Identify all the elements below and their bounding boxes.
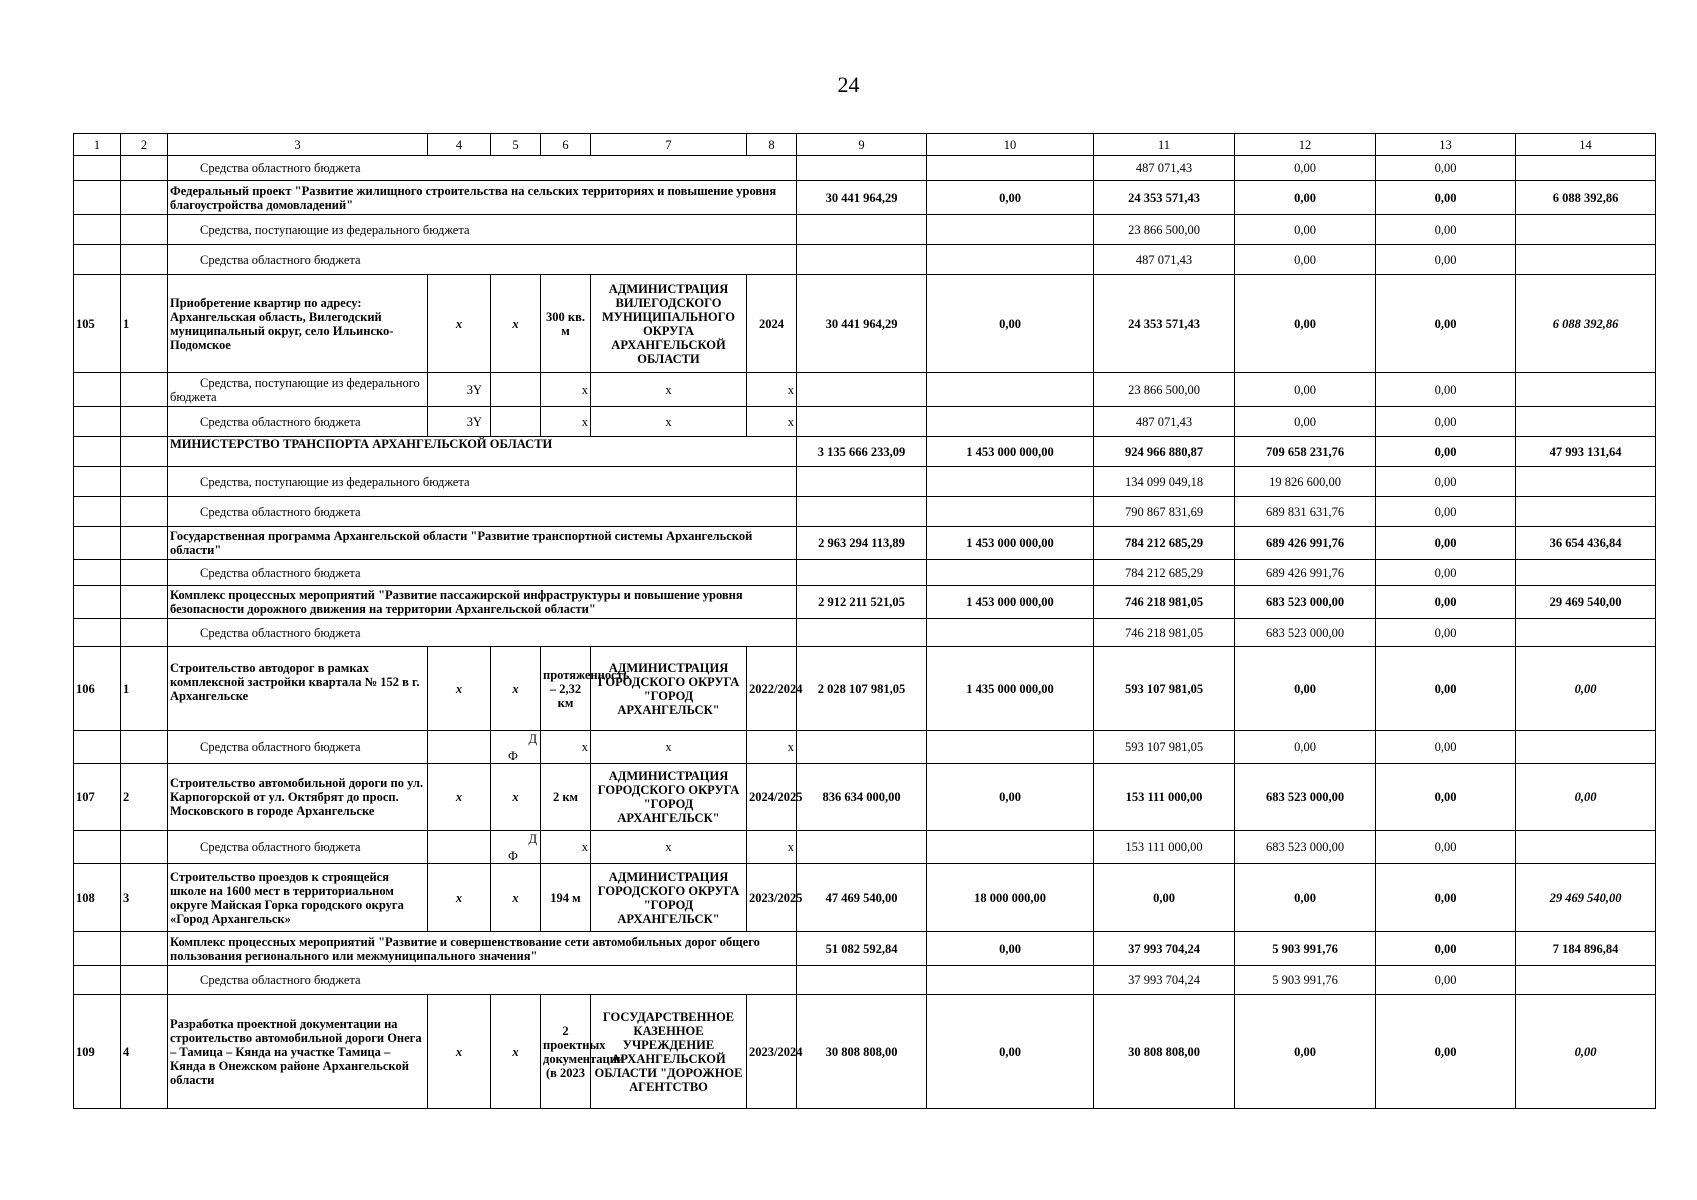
cell-value: 30 808 808,00 [1094, 995, 1235, 1109]
cell-value: 2 912 211 521,05 [797, 586, 927, 619]
cell-value: 836 634 000,00 [797, 764, 927, 831]
cell-value: 2024 [747, 275, 797, 373]
cell-value: x [591, 407, 747, 437]
cell-value: x [747, 831, 797, 864]
column-number: 7 [591, 134, 747, 156]
table-row [74, 586, 1656, 619]
cell-value: 29 469 540,00 [1516, 586, 1656, 619]
cell-value: 0,00 [1376, 467, 1516, 497]
page-number: 24 [837, 72, 860, 97]
cell-value: 30 808 808,00 [797, 995, 927, 1109]
cell-value: 689 831 631,76 [1235, 497, 1376, 527]
cell-value: 24 353 571,43 [1094, 181, 1235, 215]
table-row [74, 245, 1656, 275]
cell-value: 2024/2025 [747, 764, 797, 831]
responsible-organization: АДМИНИСТРАЦИЯ ГОРОДСКОГО ОКРУГА "ГОРОД АРХАНГЕЛЬСК" [591, 647, 747, 731]
cell-value: 18 000 000,00 [927, 864, 1094, 932]
table-row [74, 831, 1656, 864]
column-number: 3 [168, 134, 428, 156]
budget-table [73, 133, 1656, 1109]
df-code-f: Ф [508, 749, 518, 763]
cell-value: 683 523 000,00 [1235, 764, 1376, 831]
table-row [74, 407, 1656, 437]
table-row [74, 764, 1656, 831]
row-label [168, 373, 428, 407]
cell-value: 23 866 500,00 [1094, 373, 1235, 407]
cell-value: 2 км [541, 764, 591, 831]
cell-value: 0,00 [1376, 407, 1516, 437]
cell-value: 0,00 [1376, 619, 1516, 647]
cell-value: 683 523 000,00 [1235, 586, 1376, 619]
row-label: МИНИСТЕРСТВО ТРАНСПОРТА АРХАНГЕЛЬСКОЙ ОБЛАСТИ [168, 437, 797, 467]
responsible-organization: АДМИНИСТРАЦИЯ ГОРОДСКОГО ОКРУГА "ГОРОД АРХАНГЕЛЬСК" [591, 764, 747, 831]
cell-value: 0,00 [1235, 407, 1376, 437]
cell-value: 0,00 [1516, 647, 1656, 731]
table-row [74, 932, 1656, 966]
column-number: 12 [1235, 134, 1376, 156]
cell-value: 2023/2025 [747, 864, 797, 932]
column-number: 8 [747, 134, 797, 156]
cell-value: 1 453 000 000,00 [927, 437, 1094, 467]
cell-value: 689 426 991,76 [1235, 560, 1376, 586]
column-number: 5 [491, 134, 541, 156]
cell-value: 487 071,43 [1094, 407, 1235, 437]
table-row [74, 373, 1656, 407]
row-index: 1 [121, 647, 168, 731]
cell-value: x [491, 864, 541, 932]
cell-value: 2 028 107 981,05 [797, 647, 927, 731]
cell-value: 29 469 540,00 [1516, 864, 1656, 932]
cell-value: 36 654 436,84 [1516, 527, 1656, 560]
cell-value: 47 469 540,00 [797, 864, 927, 932]
row-number: 108 [74, 864, 121, 932]
cell-value: 0,00 [1376, 497, 1516, 527]
cell-value: 24 353 571,43 [1094, 275, 1235, 373]
table-row [74, 275, 1656, 373]
cell-value: 0,00 [1235, 156, 1376, 181]
table-row [74, 619, 1656, 647]
row-label: Средства областного бюджета [168, 245, 797, 275]
cell-value: x [541, 373, 591, 407]
column-number: 11 [1094, 134, 1235, 156]
cell-value: 784 212 685,29 [1094, 560, 1235, 586]
row-label: Средства областного бюджета [168, 619, 797, 647]
cell-value: 0,00 [1376, 647, 1516, 731]
cell-value: 37 993 704,24 [1094, 966, 1235, 995]
row-label: Строительство автодорог в рамках комплексной застройки квартала № 152 в г. Архангельске [168, 647, 428, 731]
cell-value: 0,00 [1235, 275, 1376, 373]
cell-value: 2023/2024 [747, 995, 797, 1109]
responsible-organization: ГОСУДАРСТВЕННОЕ КАЗЕННОЕ УЧРЕЖДЕНИЕ АРХАНГЕЛЬСКОЙ ОБЛАСТИ "ДОРОЖНОЕ АГЕНТСТВО [591, 995, 747, 1109]
row-label: Разработка проектной документации на строительство автомобильной дороги Онега – Тамица – Кянда на участке Тамица – Кянда в Онежском районе Архангельской области [168, 995, 428, 1109]
cell-value: 153 111 000,00 [1094, 831, 1235, 864]
table-row [74, 995, 1656, 1109]
table-row [74, 156, 1656, 181]
cell-value: 0,00 [1376, 932, 1516, 966]
cell-value: 0,00 [1376, 275, 1516, 373]
cell-value: 683 523 000,00 [1235, 619, 1376, 647]
cell-value: 3 135 666 233,09 [797, 437, 927, 467]
row-label: Комплекс процессных мероприятий "Развитие пассажирской инфраструктуры и повышение уровня безопасности дорожного движения на территории Архангельской области" [168, 586, 797, 619]
cell-value: x [428, 647, 491, 731]
cell-value: 134 099 049,18 [1094, 467, 1235, 497]
row-label: Строительство автомобильной дороги по ул. Карпогорской от ул. Октябрят до просп. Московского в городе Архангельске [168, 764, 428, 831]
df-code-d: Д [528, 832, 537, 846]
row-index: 2 [121, 764, 168, 831]
cell-value: x [747, 731, 797, 764]
cell-value: 300 кв. м [541, 275, 591, 373]
column-number: 2 [121, 134, 168, 156]
cell-value: 0,00 [1235, 245, 1376, 275]
cell-value: 30 441 964,29 [797, 181, 927, 215]
cell-value: 23 866 500,00 [1094, 215, 1235, 245]
cell-value: 0,00 [927, 764, 1094, 831]
cell-value: x [591, 373, 747, 407]
cell-value: 153 111 000,00 [1094, 764, 1235, 831]
cell-value: 2 963 294 113,89 [797, 527, 927, 560]
row-label: Государственная программа Архангельской области "Развитие транспортной системы Архангельской области" [168, 527, 797, 560]
cell-value: 5 903 991,76 [1235, 966, 1376, 995]
cell-value: 0,00 [1235, 864, 1376, 932]
column-number-row [74, 134, 1656, 156]
column-number: 9 [797, 134, 927, 156]
cell-value: x [428, 764, 491, 831]
cell-value: 2022/2024 [747, 647, 797, 731]
column-number: 6 [541, 134, 591, 156]
cell-value: 0,00 [1376, 373, 1516, 407]
row-index: 1 [121, 275, 168, 373]
column-number: 14 [1516, 134, 1656, 156]
cell-value: 0,00 [1376, 966, 1516, 995]
row-label: Федеральный проект "Развитие жилищного строительства на сельских территориях и повышение уровня благоустройства домовладений" [168, 181, 797, 215]
df-code-f: Ф [508, 849, 518, 863]
cell-value: 194 м [541, 864, 591, 932]
cell-value: 487 071,43 [1094, 245, 1235, 275]
cell-value: протяженность – 2,32 км [541, 647, 591, 731]
cell-value: 2 проектных документации (в 2023 [541, 995, 591, 1109]
cell-value: 0,00 [1376, 831, 1516, 864]
cell-value: 0,00 [1094, 864, 1235, 932]
cell-value: 487 071,43 [1094, 156, 1235, 181]
cell-value: 593 107 981,05 [1094, 647, 1235, 731]
cell-value: 7 184 896,84 [1516, 932, 1656, 966]
row-label: Средства областного бюджета [168, 731, 428, 764]
table-row [74, 215, 1656, 245]
cell-value: 6 088 392,86 [1516, 275, 1656, 373]
row-index: 4 [121, 995, 168, 1109]
row-label: Комплекс процессных мероприятий "Развитие и совершенствование сети автомобильных дорог общего пользования регионального или межмуниципального значения" [168, 932, 797, 966]
cell-value: 746 218 981,05 [1094, 586, 1235, 619]
cell-value: 30 441 964,29 [797, 275, 927, 373]
cell-value: 0,00 [1376, 215, 1516, 245]
cell-value: 0,00 [1376, 864, 1516, 932]
responsible-organization: АДМИНИСТРАЦИЯ ВИЛЕГОДСКОГО МУНИЦИПАЛЬНОГО ОКРУГА АРХАНГЕЛЬСКОЙ ОБЛАСТИ [591, 275, 747, 373]
row-label: Средства областного бюджета [168, 831, 428, 864]
responsible-organization: АДМИНИСТРАЦИЯ ГОРОДСКОГО ОКРУГА "ГОРОД АРХАНГЕЛЬСК" [591, 864, 747, 932]
cell-value: 593 107 981,05 [1094, 731, 1235, 764]
row-number: 106 [74, 647, 121, 731]
cell-value: 0,00 [1376, 527, 1516, 560]
cell-value: x [428, 275, 491, 373]
cell-value: x [491, 647, 541, 731]
cell-value: 1 453 000 000,00 [927, 527, 1094, 560]
cell-value: x [491, 275, 541, 373]
cell-value: x [747, 407, 797, 437]
table-row [74, 731, 1656, 764]
cell-value: x [747, 373, 797, 407]
cell-value: 709 658 231,76 [1235, 437, 1376, 467]
row-index: 3 [121, 864, 168, 932]
row-label: Средства областного бюджета [168, 156, 797, 181]
cell-value: x [541, 731, 591, 764]
df-code [491, 731, 541, 764]
cell-value: x [491, 764, 541, 831]
cell-value: 0,00 [1235, 181, 1376, 215]
table-row [74, 437, 1656, 467]
cell-value: 0,00 [1235, 373, 1376, 407]
row-label: Строительство проездов к строящейся школе на 1600 мест в территориальном округе Майская Горка городского округа «Город Архангельск» [168, 864, 428, 932]
cell-value: x [541, 831, 591, 864]
row-label: Средства областного бюджета [168, 407, 428, 437]
cell-value: 3Y [428, 407, 491, 437]
cell-value: 0,00 [1235, 995, 1376, 1109]
cell-value: 0,00 [1235, 215, 1376, 245]
df-code [491, 831, 541, 864]
cell-value: x [591, 831, 747, 864]
table-row [74, 560, 1656, 586]
cell-value: 0,00 [1376, 245, 1516, 275]
cell-value: 689 426 991,76 [1235, 527, 1376, 560]
cell-value: 51 082 592,84 [797, 932, 927, 966]
table-row [74, 527, 1656, 560]
table-row [74, 467, 1656, 497]
row-label: Средства областного бюджета [168, 497, 797, 527]
column-number: 4 [428, 134, 491, 156]
cell-value: 0,00 [1516, 995, 1656, 1109]
cell-value: x [428, 864, 491, 932]
table-row [74, 864, 1656, 932]
cell-value: 0,00 [1376, 731, 1516, 764]
cell-value: x [428, 995, 491, 1109]
cell-value: 19 826 600,00 [1235, 467, 1376, 497]
column-number: 13 [1376, 134, 1516, 156]
row-number: 109 [74, 995, 121, 1109]
cell-value: 0,00 [927, 275, 1094, 373]
row-label: Приобретение квартир по адресу: Архангельская область, Вилегодский муниципальный округ, село Ильинско-Подомское [168, 275, 428, 373]
cell-value: 0,00 [1376, 586, 1516, 619]
row-label: Средства, поступающие из федерального бюджета [168, 215, 797, 245]
table-row [74, 647, 1656, 731]
cell-value: 746 218 981,05 [1094, 619, 1235, 647]
row-number: 105 [74, 275, 121, 373]
table-row [74, 966, 1656, 995]
cell-value: 0,00 [927, 932, 1094, 966]
cell-value: 0,00 [1376, 181, 1516, 215]
cell-value: 0,00 [1376, 995, 1516, 1109]
cell-value: 0,00 [927, 181, 1094, 215]
cell-value: x [491, 995, 541, 1109]
row-label: Средства областного бюджета [168, 966, 797, 995]
column-number: 10 [927, 134, 1094, 156]
cell-value: 0,00 [1376, 156, 1516, 181]
cell-value: 784 212 685,29 [1094, 527, 1235, 560]
table-row [74, 181, 1656, 215]
cell-value: 6 088 392,86 [1516, 181, 1656, 215]
cell-value: 924 966 880,87 [1094, 437, 1235, 467]
cell-value: 790 867 831,69 [1094, 497, 1235, 527]
row-label-text: Средства, поступающие из федерального бюджета [170, 375, 420, 404]
cell-value: x [591, 731, 747, 764]
cell-value: 3Y [428, 373, 491, 407]
row-label: Средства областного бюджета [168, 560, 797, 586]
row-label: Средства, поступающие из федерального бюджета [168, 467, 797, 497]
cell-value: 37 993 704,24 [1094, 932, 1235, 966]
cell-value: 0,00 [1376, 437, 1516, 467]
df-code-d: Д [528, 732, 537, 746]
cell-value: 0,00 [1516, 764, 1656, 831]
cell-value: 47 993 131,64 [1516, 437, 1656, 467]
table-row [74, 497, 1656, 527]
row-number: 107 [74, 764, 121, 831]
cell-value: 0,00 [1376, 764, 1516, 831]
cell-value: 683 523 000,00 [1235, 831, 1376, 864]
cell-value: 0,00 [927, 995, 1094, 1109]
cell-value: x [541, 407, 591, 437]
cell-value: 1 435 000 000,00 [927, 647, 1094, 731]
cell-value: 1 453 000 000,00 [927, 586, 1094, 619]
column-number: 1 [74, 134, 121, 156]
cell-value: 5 903 991,76 [1235, 932, 1376, 966]
cell-value: 0,00 [1235, 647, 1376, 731]
cell-value: 0,00 [1376, 560, 1516, 586]
cell-value: 0,00 [1235, 731, 1376, 764]
